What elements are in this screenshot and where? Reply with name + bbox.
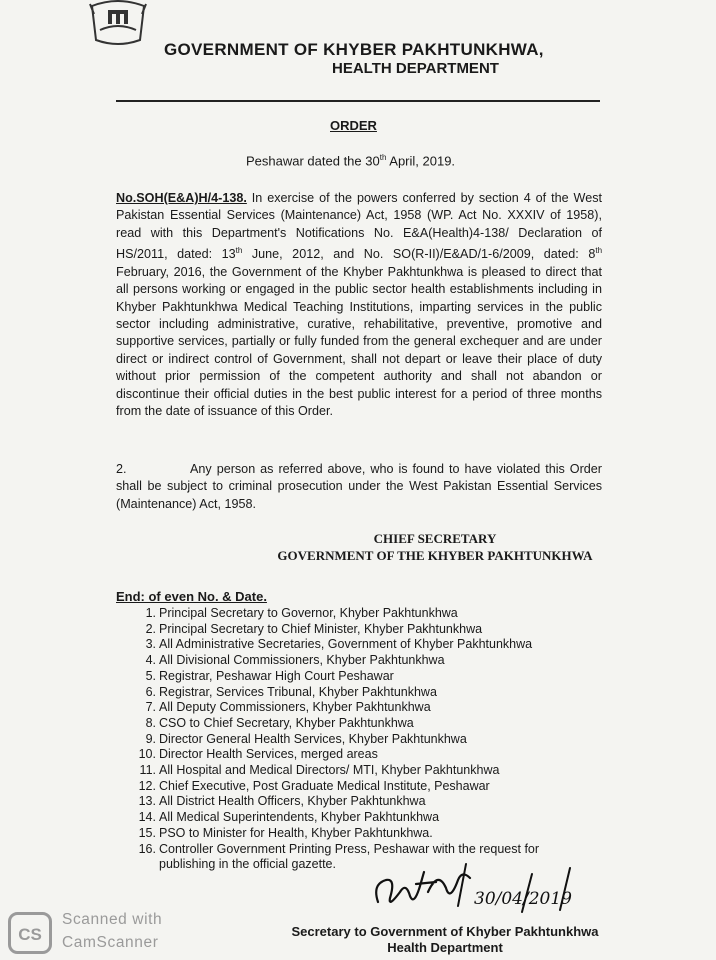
handwritten-date: 30/04/2019 (474, 889, 572, 909)
distribution-item (138, 637, 598, 653)
date-sup: th (379, 153, 387, 162)
distribution-item (138, 606, 598, 622)
distribution-item (138, 669, 598, 685)
secretary-department: Health Department (387, 940, 503, 955)
distribution-item-number: 9. (145, 731, 156, 746)
handwritten-signature (366, 862, 606, 918)
endorsement-heading: End: of even No. & Date. (116, 589, 267, 604)
date-suffix: April, 2019. (386, 153, 456, 169)
paragraph-2-text: Any person as referred above, who is found to have violated this Order shall be subject to criminal prosecution under the West Pakistan Essential Services (Maintenance) Act, 1958. (116, 462, 602, 511)
distribution-item-text: Principal Secretary to Chief Minister, Khyber Pakhtunkhwa (159, 621, 483, 636)
distribution-item-number: 14. (138, 810, 156, 825)
distribution-item-text: All Divisional Commissioners, Khyber Pakhtunkhwa (159, 653, 445, 668)
government-heading: GOVERNMENT OF KHYBER PAKHTUNKHWA, (164, 40, 544, 59)
distribution-item-number: 4. (145, 653, 156, 668)
paragraph-1-part-b: June, 2012, and No. SO(R-II)/E&AD/1-6/2009, dated: 8 (242, 247, 596, 262)
watermark-line-1: Scanned with (62, 911, 163, 928)
distribution-item-number: 6. (145, 684, 156, 699)
sup-2: th (595, 246, 603, 256)
distribution-item-text: Principal Secretary to Governor, Khyber Pakhtunkhwa (159, 606, 458, 620)
distribution-item-text: Controller Government Printing Press, Peshawar with the request for (159, 841, 540, 856)
distribution-item (138, 685, 598, 701)
distribution-item-text: All Administrative Secretaries, Government of Khyber Pakhtunkhwa (159, 637, 533, 652)
distribution-item-number: 3. (145, 637, 156, 652)
distribution-item-text: Registrar, Peshawar High Court Peshawar (159, 668, 394, 683)
distribution-item (138, 653, 598, 669)
distribution-item-text: All Medical Superintendents, Khyber Pakhtunkhwa (159, 810, 440, 825)
distribution-item-text: Director Health Services, merged areas (159, 747, 378, 762)
distribution-item-number: 8. (145, 715, 156, 730)
distribution-item-number: 5. (145, 668, 156, 683)
distribution-item-number: 10. (138, 747, 156, 762)
camscanner-logo-icon (8, 912, 52, 954)
distribution-item (138, 794, 598, 810)
distribution-item-text: All Deputy Commissioners, Khyber Pakhtunkhwa (159, 700, 431, 715)
chief-secretary-title: CHIEF SECRETARY (373, 531, 497, 546)
distribution-item (138, 842, 598, 858)
distribution-item (138, 700, 598, 716)
paragraph-1-part-a: In exercise of the powers conferred by section 4 of the West Pakistan Essential Services (Maintenance) Act, 1958 (WP. Act No. XXXIV of 1958), read with this Department's Notifications No. E&A(Health)4-138/ Declaration of HS/2011, dated: 13 (116, 191, 602, 262)
paragraph-number: 2. (116, 462, 127, 476)
watermark-line-2: CamScanner (62, 934, 159, 951)
distribution-item (138, 763, 598, 779)
sup-1: th (235, 246, 243, 256)
distribution-item-text: PSO to Minister for Health, Khyber Pakhtunkhwa. (159, 825, 433, 840)
distribution-item-number: 15. (138, 825, 156, 840)
distribution-item (138, 826, 598, 842)
distribution-item-number: 12. (138, 778, 156, 793)
distribution-item-number: 1. (145, 606, 156, 620)
paragraph-1-part-c: February, 2016, the Government of the Khyber Pakhtunkhwa is pleased to direct that all persons working or engaged in the public sector health establishments including in Khyber Pakhtunkhwa Medical Teaching Institutions, imparting services in the public sector including administrative, curative, rehabilitative, preventive, promotive and supportive services, partially or fully funded from the general exchequer and are under direct or indirect control of Government, shall not depart or leave their place of duty without prior permission of the competent authority and shall not abandon or discontinue their official duties in the best public interest for a period of three months from the date of issuance of this Order. (116, 264, 602, 419)
distribution-item (138, 716, 598, 732)
secretary-title: Secretary to Government of Khyber Pakhtunkhwa (291, 924, 599, 939)
distribution-item-number: 13. (138, 794, 156, 809)
distribution-item-text: Chief Executive, Post Graduate Medical Institute, Peshawar (159, 778, 490, 793)
distribution-item-continuation: publishing in the official gazette. (159, 857, 336, 872)
date-prefix: Peshawar dated the 30 (246, 153, 380, 169)
distribution-item (138, 779, 598, 795)
department-heading: HEALTH DEPARTMENT (332, 60, 499, 77)
distribution-item (138, 747, 598, 763)
distribution-item (138, 810, 598, 826)
order-paragraph-2 (116, 461, 602, 513)
header-divider (116, 100, 600, 102)
distribution-item-number: 7. (145, 700, 156, 715)
distribution-item-text: CSO to Chief Secretary, Khyber Pakhtunkhwa (159, 715, 414, 730)
chief-secretary-org: GOVERNMENT OF THE KHYBER PAKHTUNKHWA (277, 548, 593, 563)
distribution-item-number: 16. (138, 841, 156, 856)
distribution-list (138, 606, 598, 873)
distribution-item-number: 11. (139, 763, 156, 778)
distribution-item (138, 622, 598, 638)
distribution-item-number: 2. (145, 621, 156, 636)
reference-number: No.SOH(E&A)H/4-138. (116, 191, 247, 205)
camscanner-logo-text: CS (18, 925, 42, 944)
order-date-line (246, 153, 455, 168)
order-paragraph-1 (116, 190, 602, 420)
government-emblem-icon (86, 0, 150, 46)
distribution-item-text: Director General Health Services, Khyber Pakhtunkhwa (159, 731, 467, 746)
distribution-item-text: Registrar, Services Tribunal, Khyber Pakhtunkhwa (159, 684, 437, 699)
order-title: ORDER (330, 118, 377, 133)
distribution-item-text: All Hospital and Medical Directors/ MTI, Khyber Pakhtunkhwa (159, 763, 500, 778)
distribution-item-text: All District Health Officers, Khyber Pakhtunkhwa (159, 794, 426, 809)
distribution-item (138, 732, 598, 748)
